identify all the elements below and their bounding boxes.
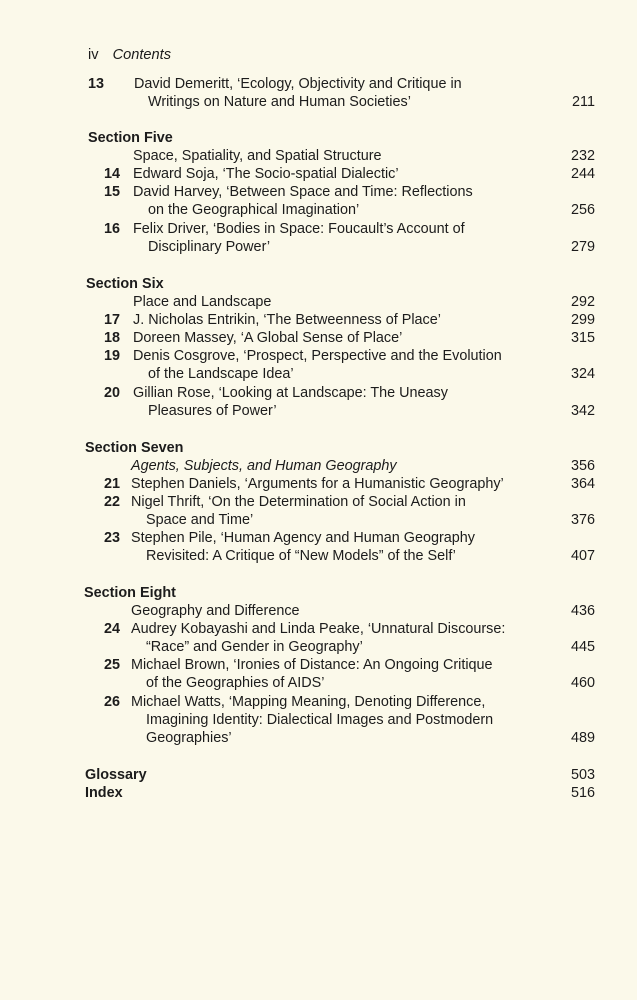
chapter-number: 26: [103, 694, 120, 710]
entry-page: 279: [570, 239, 595, 255]
entry-line: Gillian Rose, ‘Looking at Landscape: The Uneasy: [133, 385, 448, 401]
entry-page: 460: [570, 675, 595, 691]
entry-page: 376: [570, 512, 595, 528]
toc-entry-17: [0, 312, 637, 330]
toc-entry-22-cont: [0, 512, 637, 530]
entry-line: Stephen Pile, ‘Human Agency and Human Geography: [131, 530, 475, 546]
entry-page: 299: [570, 312, 595, 328]
entry-page: 292: [570, 294, 595, 310]
toc-entry-21: [0, 476, 637, 494]
toc-entry-20-cont: [0, 403, 637, 421]
entry-line: J. Nicholas Entrikin, ‘The Betweenness of Place’: [133, 312, 441, 328]
entry-line: Index: [85, 785, 123, 801]
entry-line: Felix Driver, ‘Bodies in Space: Foucault’s Account of: [133, 221, 465, 237]
chapter-number: 20: [103, 385, 120, 401]
toc-entry-15: [0, 184, 637, 202]
toc-entry-25: [0, 657, 637, 675]
section-title-eight: Section Eight: [84, 585, 176, 601]
running-title: Contents: [112, 47, 172, 63]
entry-page: 503: [570, 767, 595, 783]
entry-line: Space, Spatiality, and Spatial Structure: [133, 148, 382, 164]
section-intro-seven: [0, 458, 637, 476]
entry-page: 324: [570, 366, 595, 382]
toc-entry-14: [0, 166, 637, 184]
chapter-number: 15: [103, 184, 120, 200]
entry-line: Denis Cosgrove, ‘Prospect, Perspective and the Evolution: [133, 348, 502, 364]
toc-entry-26-cont2: [0, 730, 637, 748]
toc-entry-19: [0, 348, 637, 366]
entry-page: 256: [570, 202, 595, 218]
entry-page: 489: [570, 730, 595, 746]
toc-entry-22: [0, 494, 637, 512]
running-header: [88, 47, 171, 63]
chapter-number: 19: [103, 348, 120, 364]
toc-entry-23-cont: [0, 548, 637, 566]
toc-entry-13: [0, 76, 637, 94]
entry-line: Glossary: [85, 767, 147, 783]
entry-line: Geography and Difference: [131, 603, 300, 619]
entry-line: Writings on Nature and Human Societies’: [148, 94, 411, 110]
toc-entry-20: [0, 385, 637, 403]
toc-entry-26-cont: [0, 712, 637, 730]
entry-page: 436: [570, 603, 595, 619]
toc-entry-18: [0, 330, 637, 348]
entry-line: David Demeritt, ‘Ecology, Objectivity and Critique in: [134, 76, 462, 92]
entry-page: 516: [570, 785, 595, 801]
entry-line: of the Landscape Idea’: [148, 366, 294, 382]
toc-entry-16: [0, 221, 637, 239]
entry-page: 211: [572, 94, 595, 110]
chapter-number: 13: [87, 76, 104, 92]
section-intro-five: [0, 148, 637, 166]
entry-line: Pleasures of Power’: [148, 403, 277, 419]
entry-line: Doreen Massey, ‘A Global Sense of Place’: [133, 330, 403, 346]
entry-line: Geographies’: [146, 730, 232, 746]
chapter-number: 25: [103, 657, 120, 673]
entry-line: David Harvey, ‘Between Space and Time: Reflections: [133, 184, 473, 200]
entry-line: Michael Brown, ‘Ironies of Distance: An Ongoing Critique: [131, 657, 493, 673]
chapter-number: 18: [103, 330, 120, 346]
toc-entry-23: [0, 530, 637, 548]
entry-line: Stephen Daniels, ‘Arguments for a Humanistic Geography’: [131, 476, 504, 492]
entry-line: Imagining Identity: Dialectical Images and Postmodern: [146, 712, 494, 728]
chapter-number: 22: [103, 494, 120, 510]
chapter-number: 17: [103, 312, 120, 328]
toc-entry-26: [0, 694, 637, 712]
toc-entry-16-cont: [0, 239, 637, 257]
entry-line: Space and Time’: [146, 512, 254, 528]
entry-line: Agents, Subjects, and Human Geography: [131, 458, 397, 474]
entry-page: 315: [570, 330, 595, 346]
toc-entry-19-cont: [0, 366, 637, 384]
entry-line: Place and Landscape: [133, 294, 272, 310]
toc-entry-24: [0, 621, 637, 639]
toc-entry-15-cont: [0, 202, 637, 220]
section-intro-eight: [0, 603, 637, 621]
toc-entry-24-cont: [0, 639, 637, 657]
entry-page: 342: [570, 403, 595, 419]
toc-entry-glossary: [0, 767, 637, 785]
section-intro-six: [0, 294, 637, 312]
entry-line: Revisited: A Critique of “New Models” of the Self’: [146, 548, 456, 564]
entry-line: Edward Soja, ‘The Socio-spatial Dialectic’: [133, 166, 399, 182]
entry-line: of the Geographies of AIDS’: [146, 675, 325, 691]
entry-page: 356: [570, 458, 595, 474]
entry-page: 445: [570, 639, 595, 655]
entry-page: 232: [570, 148, 595, 164]
entry-page: 364: [570, 476, 595, 492]
entry-line: “Race” and Gender in Geography’: [146, 639, 363, 655]
page-number: iv: [88, 47, 99, 63]
chapter-number: 14: [103, 166, 120, 182]
chapter-number: 16: [103, 221, 120, 237]
toc-entry-25-cont: [0, 675, 637, 693]
entry-line: Audrey Kobayashi and Linda Peake, ‘Unnatural Discourse:: [131, 621, 506, 637]
section-title-five: Section Five: [88, 130, 173, 146]
toc-entry-index: [0, 785, 637, 803]
toc-entry-13-cont: [0, 94, 637, 112]
chapter-number: 23: [103, 530, 120, 546]
chapter-number: 21: [103, 476, 120, 492]
entry-line: Michael Watts, ‘Mapping Meaning, Denoting Difference,: [131, 694, 486, 710]
section-title-six: Section Six: [86, 276, 164, 292]
entry-line: Disciplinary Power’: [148, 239, 271, 255]
entry-page: 244: [570, 166, 595, 182]
entry-line: on the Geographical Imagination’: [148, 202, 360, 218]
entry-line: Nigel Thrift, ‘On the Determination of Social Action in: [131, 494, 466, 510]
entry-page: 407: [570, 548, 595, 564]
section-title-seven: Section Seven: [85, 440, 184, 456]
chapter-number: 24: [103, 621, 120, 637]
